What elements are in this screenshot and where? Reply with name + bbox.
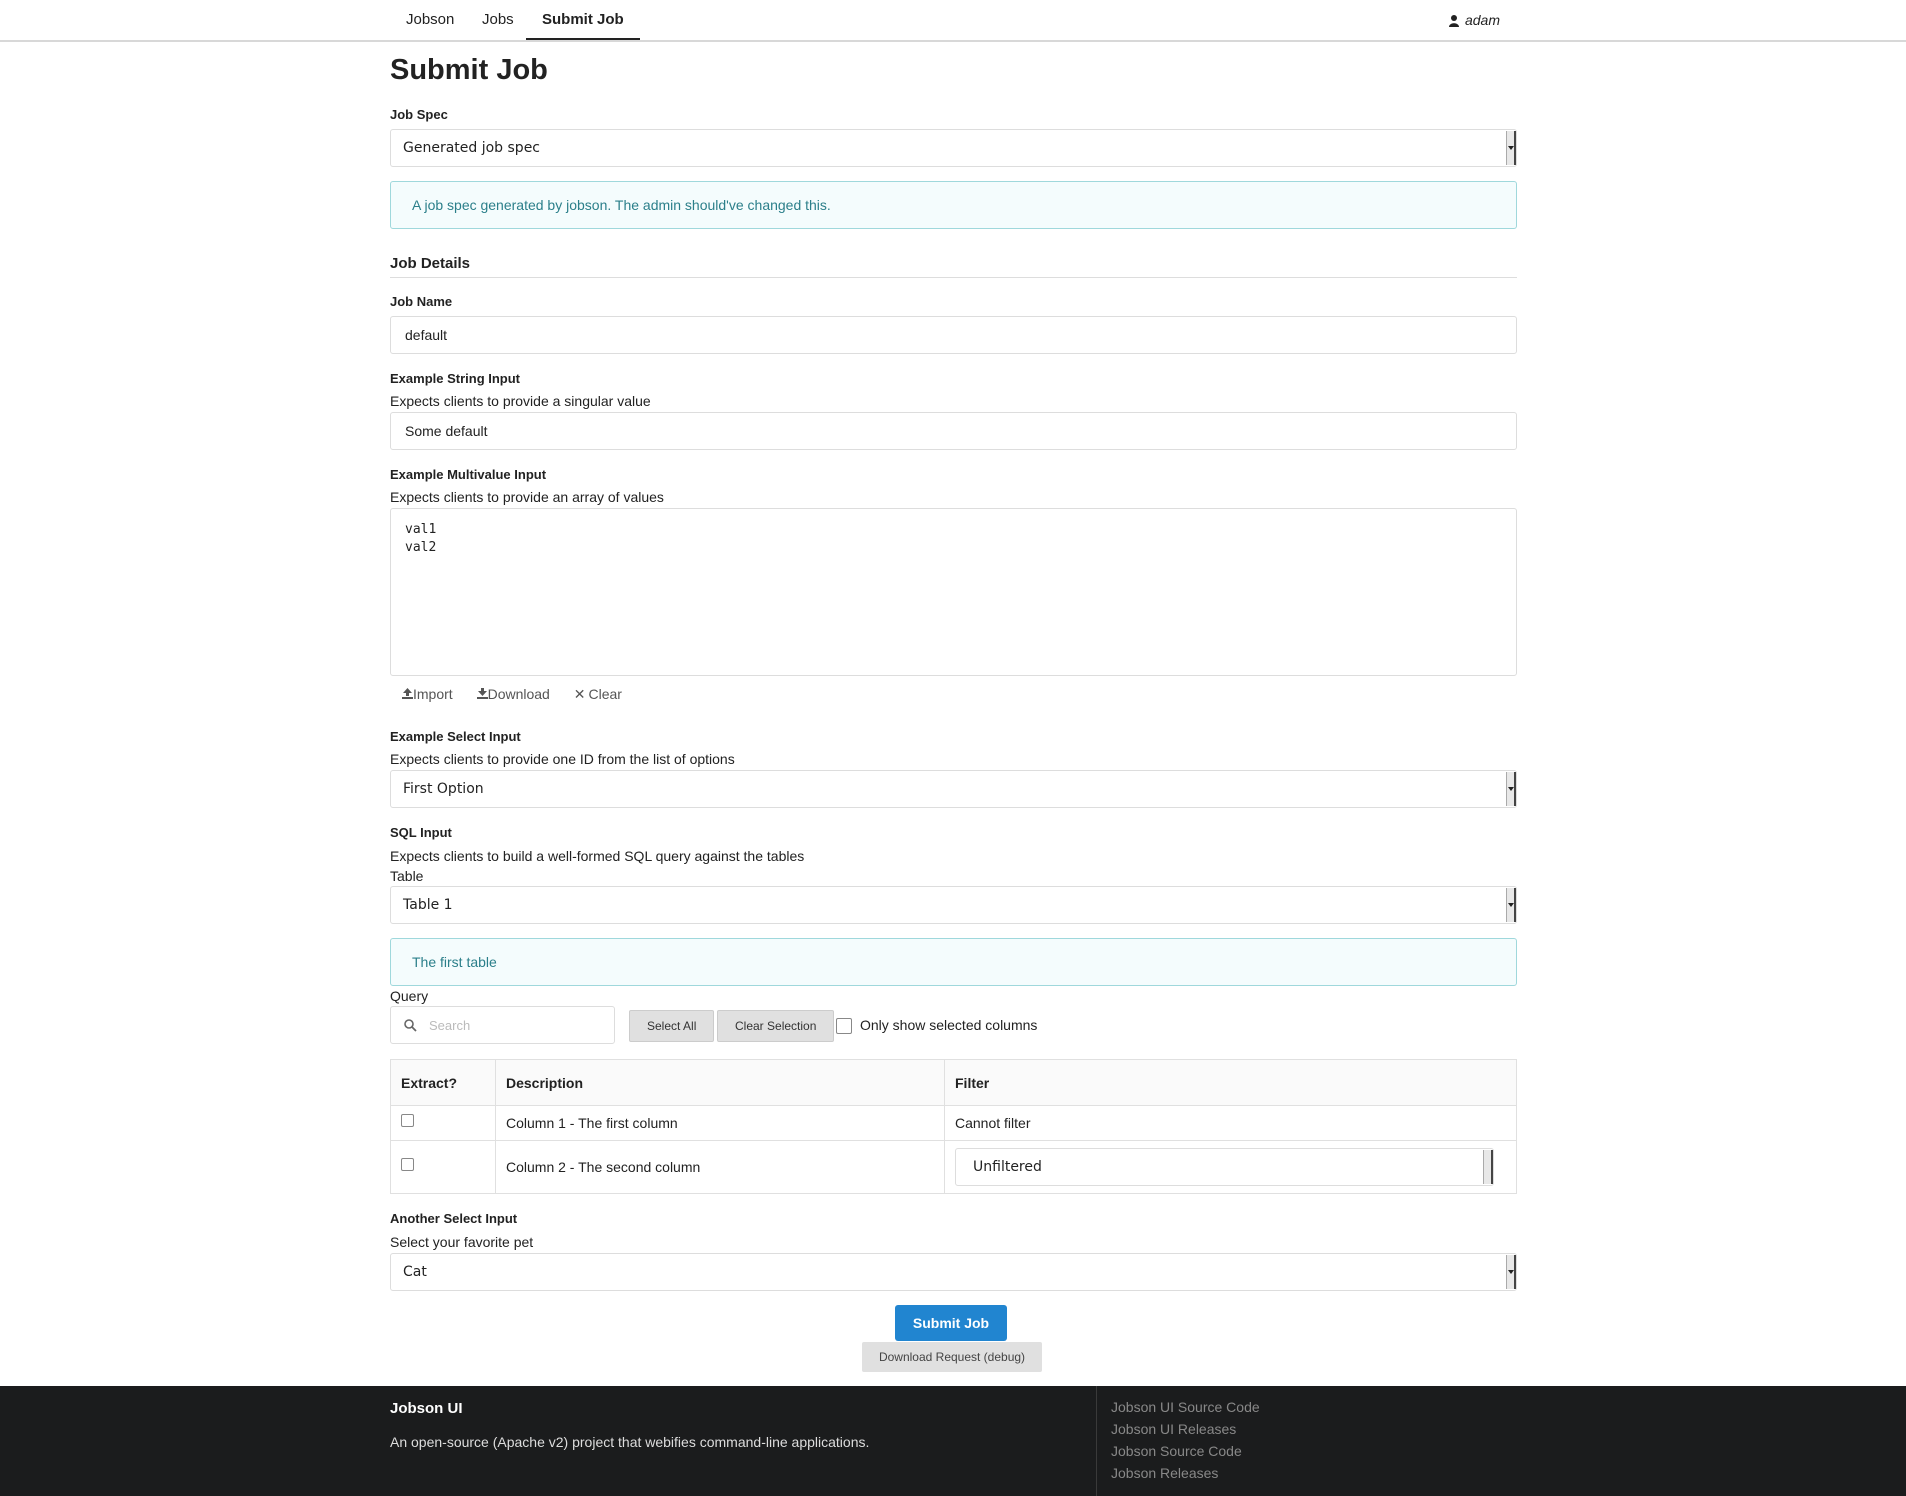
extract-checkbox[interactable] bbox=[401, 1114, 414, 1127]
columns-table bbox=[390, 1059, 1517, 1194]
divider bbox=[390, 277, 1517, 278]
job-name-label: Job Name bbox=[390, 294, 453, 309]
filter-cell bbox=[945, 1141, 1517, 1194]
column-search[interactable] bbox=[390, 1006, 615, 1044]
footer bbox=[0, 1386, 1906, 1496]
table-row bbox=[391, 1141, 1517, 1194]
query-label: Query bbox=[390, 988, 429, 1004]
footer-link-ui-source[interactable]: Jobson UI Source Code bbox=[1111, 1399, 1260, 1415]
footer-link-ui-releases[interactable]: Jobson UI Releases bbox=[1111, 1421, 1237, 1437]
table-description bbox=[390, 938, 1517, 986]
user-menu[interactable] bbox=[1449, 0, 1500, 40]
import-label: Import bbox=[413, 686, 453, 702]
job-spec-label: Job Spec bbox=[390, 107, 448, 122]
nav-item-submit-job[interactable]: Submit Job bbox=[526, 0, 640, 40]
job-spec-description bbox=[390, 181, 1517, 229]
filter-cell: Cannot filter bbox=[945, 1106, 1517, 1141]
table-label: Table bbox=[390, 868, 424, 884]
chevron-down-icon bbox=[1506, 1255, 1516, 1289]
clear-label: Clear bbox=[588, 686, 622, 702]
multivalue-input-help: Expects clients to provide an array of values bbox=[390, 489, 664, 505]
footer-link-source[interactable]: Jobson Source Code bbox=[1111, 1443, 1242, 1459]
job-details-heading: Job Details bbox=[390, 255, 471, 272]
only-selected-label: Only show selected columns bbox=[860, 1017, 1038, 1033]
clear-button[interactable] bbox=[574, 686, 622, 702]
nav-item-jobson[interactable]: Jobson bbox=[406, 11, 455, 28]
string-input-value: Some default bbox=[405, 423, 488, 439]
multivalue-actions bbox=[402, 686, 642, 703]
nav-item-jobs[interactable]: Jobs bbox=[482, 11, 514, 28]
upload-icon bbox=[402, 688, 413, 699]
footer-links bbox=[1111, 1399, 1260, 1487]
chevron-down-icon bbox=[1506, 131, 1516, 165]
pet-select[interactable] bbox=[390, 1253, 1517, 1291]
another-select-help: Select your favorite pet bbox=[390, 1234, 534, 1250]
page-title: Submit Job bbox=[390, 54, 548, 86]
footer-brand: Jobson UI bbox=[390, 1400, 463, 1417]
select-input-label: Example Select Input bbox=[390, 729, 521, 744]
filter-selected: Unfiltered bbox=[973, 1159, 1042, 1175]
username: adam bbox=[1464, 12, 1500, 28]
table-header-row bbox=[391, 1060, 1517, 1106]
job-name-value: default bbox=[405, 327, 448, 343]
table-description-text: The first table bbox=[412, 954, 497, 970]
select-all-button[interactable]: Select All bbox=[629, 1010, 714, 1042]
user-icon bbox=[1449, 15, 1459, 27]
extract-checkbox[interactable] bbox=[401, 1158, 414, 1171]
download-icon bbox=[477, 688, 488, 699]
job-spec-description-text: A job spec generated by jobson. The admin should've changed this. bbox=[412, 197, 831, 213]
extract-cell bbox=[391, 1106, 496, 1141]
chevron-down-icon bbox=[1506, 888, 1516, 922]
multivalue-textarea[interactable] bbox=[390, 508, 1517, 676]
pet-selected: Cat bbox=[403, 1264, 427, 1280]
description-cell: Column 1 - The first column bbox=[496, 1106, 945, 1141]
column-header: Extract? bbox=[391, 1060, 496, 1106]
top-nav bbox=[0, 0, 1906, 42]
download-request-button[interactable]: Download Request (debug) bbox=[862, 1342, 1042, 1372]
job-name-input[interactable] bbox=[390, 316, 1517, 354]
select-input-help: Expects clients to provide one ID from the list of options bbox=[390, 751, 735, 767]
job-spec-selected: Generated job spec bbox=[403, 140, 541, 156]
footer-description: An open-source (Apache v2) project that webifies command-line applications. bbox=[390, 1434, 870, 1450]
download-label: Download bbox=[487, 686, 550, 702]
download-button[interactable] bbox=[477, 686, 550, 702]
string-input-label: Example String Input bbox=[390, 371, 521, 386]
description-cell: Column 2 - The second column bbox=[496, 1141, 945, 1194]
search-input[interactable] bbox=[427, 1017, 601, 1034]
clear-selection-button[interactable]: Clear Selection bbox=[717, 1010, 834, 1042]
table-row bbox=[391, 1106, 1517, 1141]
sql-input-label: SQL Input bbox=[390, 825, 452, 840]
footer-divider bbox=[1096, 1386, 1097, 1496]
column-header: Filter bbox=[945, 1060, 1517, 1106]
submit-job-button[interactable]: Submit Job bbox=[895, 1305, 1007, 1341]
footer-link-releases[interactable]: Jobson Releases bbox=[1111, 1465, 1219, 1481]
table-select[interactable] bbox=[390, 886, 1517, 924]
job-spec-select[interactable] bbox=[390, 129, 1517, 167]
search-icon bbox=[404, 1019, 417, 1032]
another-select-label: Another Select Input bbox=[390, 1211, 518, 1226]
only-selected-checkbox[interactable] bbox=[836, 1018, 852, 1034]
string-input-help: Expects clients to provide a singular value bbox=[390, 393, 651, 409]
multivalue-input-label: Example Multivalue Input bbox=[390, 467, 547, 482]
extract-cell bbox=[391, 1141, 496, 1194]
chevron-down-icon bbox=[1483, 1150, 1493, 1184]
table-selected: Table 1 bbox=[403, 897, 453, 913]
chevron-down-icon bbox=[1506, 772, 1516, 806]
sql-input-help: Expects clients to build a well-formed SQL query against the tables bbox=[390, 848, 805, 864]
close-icon: ✕ bbox=[573, 686, 586, 702]
select-input-select[interactable] bbox=[390, 770, 1517, 808]
string-input-field[interactable] bbox=[390, 412, 1517, 450]
column-header: Description bbox=[496, 1060, 945, 1106]
select-input-selected: First Option bbox=[403, 781, 484, 797]
filter-select[interactable] bbox=[955, 1148, 1494, 1186]
import-button[interactable] bbox=[402, 686, 453, 702]
